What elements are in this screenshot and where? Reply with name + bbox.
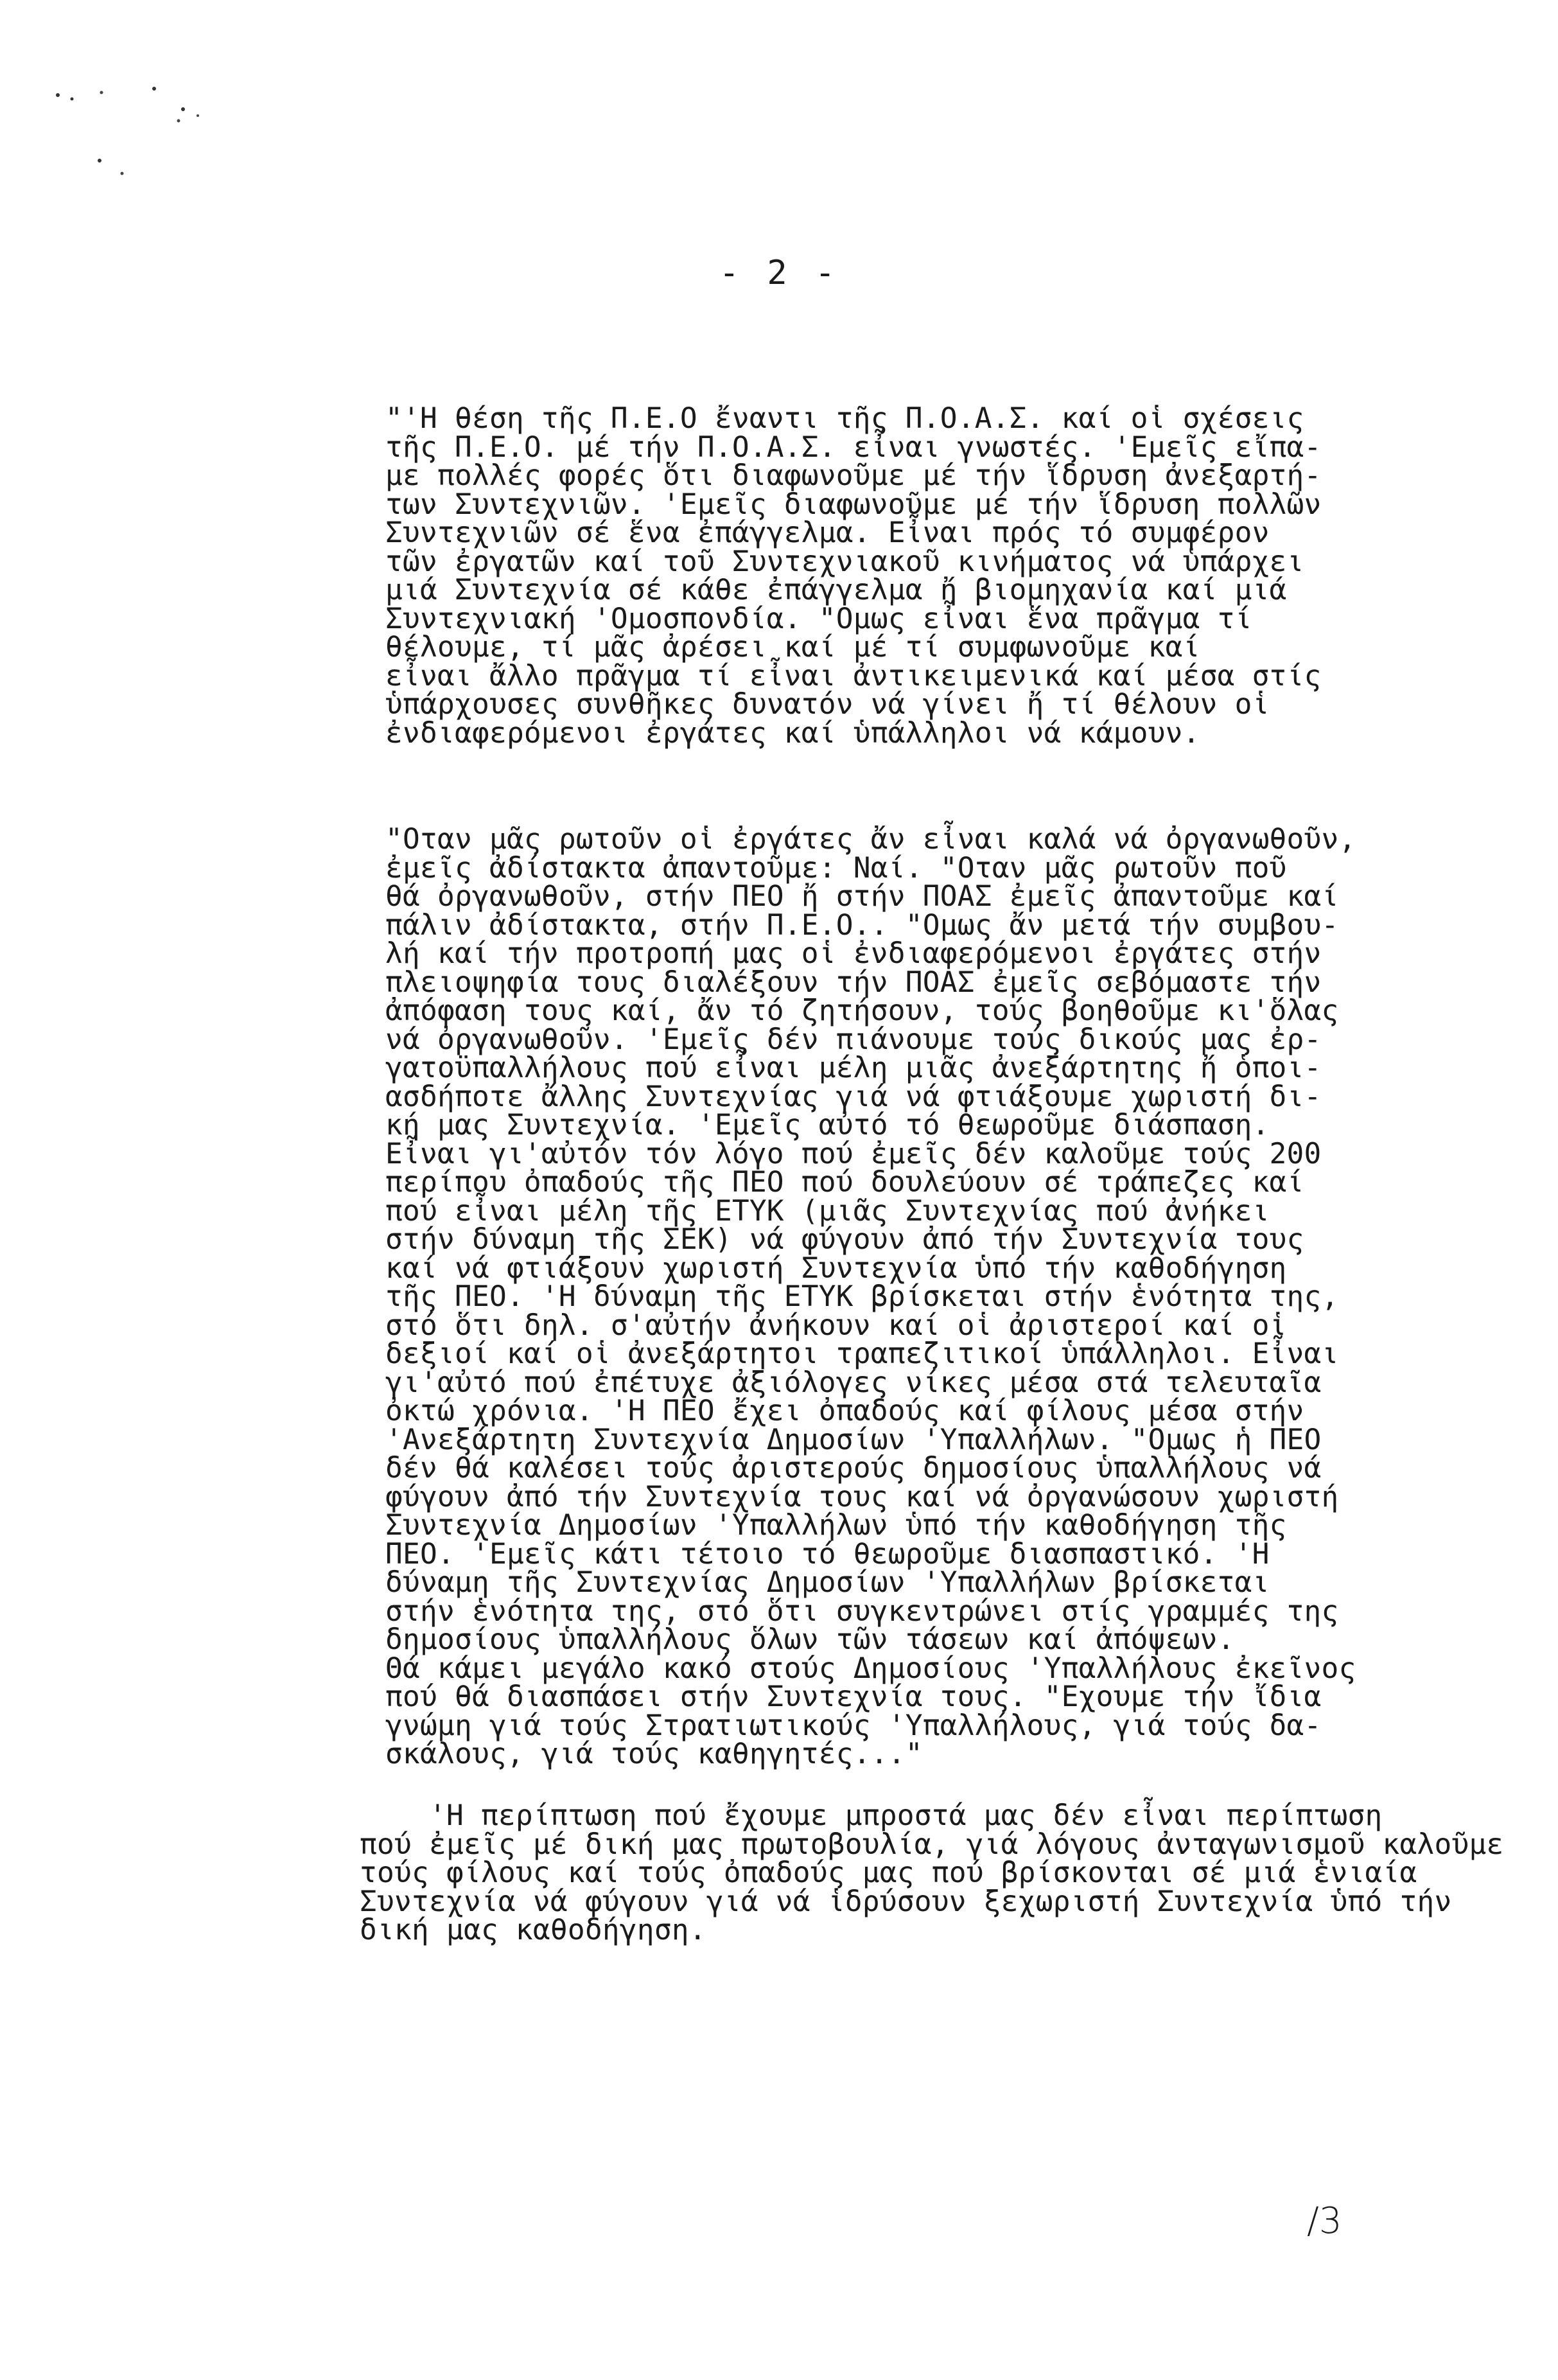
- closing-paragraph: 'Η περίπτωση πού ἔχουμε μπροστά μας δέν εἶναι περίπτωση πού ἐμεῖς μέ δική μας πρωτοβουλία, γιά λόγους ἀνταγωνισμοῦ καλοῦμε τούς φίλους καί τούς ὀπαδούς μας πού βρίσκονται σέ μιά ἑνιαία Συντεχνία νά φύγουν γιά νά ἱδρύσουν ξεχωριστή Συντεχνία ὑπό τήν δική μας καθοδήγηση.: [360, 1799, 1504, 1946]
- continuation-mark: /3: [1307, 2200, 1342, 2242]
- scan-specks: [45, 71, 238, 199]
- quote-paragraph-1: "'Η θέση τῆς Π.Ε.Ο ἔναντι τῆς Π.Ο.Α.Σ. καί οἱ σχέσεις τῆς Π.Ε.Ο. μέ τήν Π.Ο.Α.Σ. εἶναι γνωστές. 'Εμεῖς εἴπα- με πολλές φορές ὅτι διαφωνοῦμε μέ τήν ἵδρυση ἀνεξαρτή- των Συντεχνιῶν. 'Εμεῖς διαφωνοῦμε μέ τήν ἵδρυση πολλῶν Συντεχνιῶν σέ ἕνα ἐπάγγελμα. Εἶναι πρός τό συμφέρον τῶν ἐργατῶν καί τοῦ Συντεχνιακοῦ κινήματος νά ὑπάρχει μιά Συντεχνία σέ κάθε ἐπάγγελμα ἤ βιομηχανία καί μιά Συντεχνιακή 'Ομοσπονδία. "Ομως εἶναι ἕνα πρᾶγμα τί θέλουμε, τί μᾶς ἀρέσει καί μέ τί συμφωνοῦμε καί εἶναι ἄλλο πρᾶγμα τί εἶναι ἀντικειμενικά καί μέσα στίς ὑπάρχουσες συνθῆκες δυνατόν νά γίνει ἤ τί θέλουν οἱ ἐνδιαφερόμενοι ἐργάτες καί ὑπάλληλοι νά κάμουν.: [385, 402, 1322, 750]
- page-number: - 2 -: [719, 254, 839, 292]
- quote-paragraph-2: "Οταν μᾶς ρωτοῦν οἱ ἐργάτες ἄν εἶναι καλά νά ὀργανωθοῦν, ἐμεῖς ἀδίστακτα ἀπαντοῦμε: Ναί. "Οταν μᾶς ρωτοῦν ποῦ θά ὀργανωθοῦν, στήν ΠΕΟ ἤ στήν ΠΟΑΣ ἐμεῖς ἀπαντοῦμε καί πάλιν ἀδίστακτα, στήν Π.Ε.Ο.. "Ομως ἄν μετά τήν συμβου- λή καί τήν προτροπή μας οἱ ἐνδιαφερόμενοι ἐργάτες στήν πλειοψηφία τους διαλέξουν τήν ΠΟΑΣ ἐμεῖς σεβόμαστε τήν ἀπόφαση τους καί, ἄν τό ζητήσουν, τούς βοηθοῦμε κι'ὅλας νά ὀργανωθοῦν. 'Εμεῖς δέν πιάνουμε τούς δικούς μας ἐρ- γατοϋπαλλήλους πού εἶναι μέλη μιᾶς ἀνεξάρτητης ἤ ὁποι- ασδήποτε ἄλλης Συντεχνίας γιά νά φτιάξουμε χωριστή δι- κή μας Συντεχνία. 'Εμεῖς αὐτό τό θεωροῦμε διάσπαση. Εἶναι γι'αὐτόν τόν λόγο πού ἐμεῖς δέν καλοῦμε τούς 200 περίπου ὀπαδούς τῆς ΠΕΟ πού δουλεύουν σέ τράπεζες καί πού εἶναι μέλη τῆς ΕΤΥΚ (μιᾶς Συντεχνίας πού ἀνήκει στήν δύναμη τῆς ΣΕΚ) νά φύγουν ἀπό τήν Συντεχνία τους καί νά φτιάξουν χωριστή Συντεχνία ὑπό τήν καθοδήγηση τῆς ΠΕΟ. 'Η δύναμη τῆς ΕΤΥΚ βρίσκεται στήν ἑνότητα της, στό ὅτι δηλ. σ'αὐτήν ἀνήκουν καί οἱ ἀριστεροί καί οἱ δεξιοί καί οἱ ἀνεξάρτητοι τραπεζιτικοί ὑπάλληλοι. Εἶναι γι'αὐτό πού ἐπέτυχε ἀξιόλογες νίκες μέσα στά τελευταῖα ὀκτώ χρόνια. 'Η ΠΕΟ ἔχει ὀπαδούς καί φίλους μέσα στήν 'Ανεξάρτητη Συντεχνία Δημοσίων 'Υπαλλήλων. "Ομως ἡ ΠΕΟ δέν θά καλέσει τούς ἀριστερούς δημοσίους ὑπαλλήλους νά φύγουν ἀπό τήν Συντεχνία τους καί νά ὀργανώσουν χωριστή Συντεχνία Δημοσίων 'Υπαλλήλων ὑπό τήν καθοδήγηση τῆς ΠΕΟ. 'Εμεῖς κάτι τέτοιο τό θεωροῦμε διασπαστικό. 'Η δύναμη τῆς Συντεχνίας Δημοσίων 'Υπαλλήλων βρίσκεται στήν ἑνότητα της, στό ὅτι συγκεντρώνει στίς γραμμές της δημοσίους ὑπαλλήλους ὅλων τῶν τάσεων καί ἀπόψεων. Θά κάμει μεγάλο κακό στούς Δημοσίους 'Υπαλλήλους ἐκεῖνος πού θά διασπάσει στήν Συντεχνία τους. "Εχουμε τήν ἴδια γνώμη γιά τούς Στρατιωτικούς 'Υπαλλήλους, γιά τούς δα- σκάλους, γιά τούς καθηγητές...": [385, 823, 1356, 1770]
